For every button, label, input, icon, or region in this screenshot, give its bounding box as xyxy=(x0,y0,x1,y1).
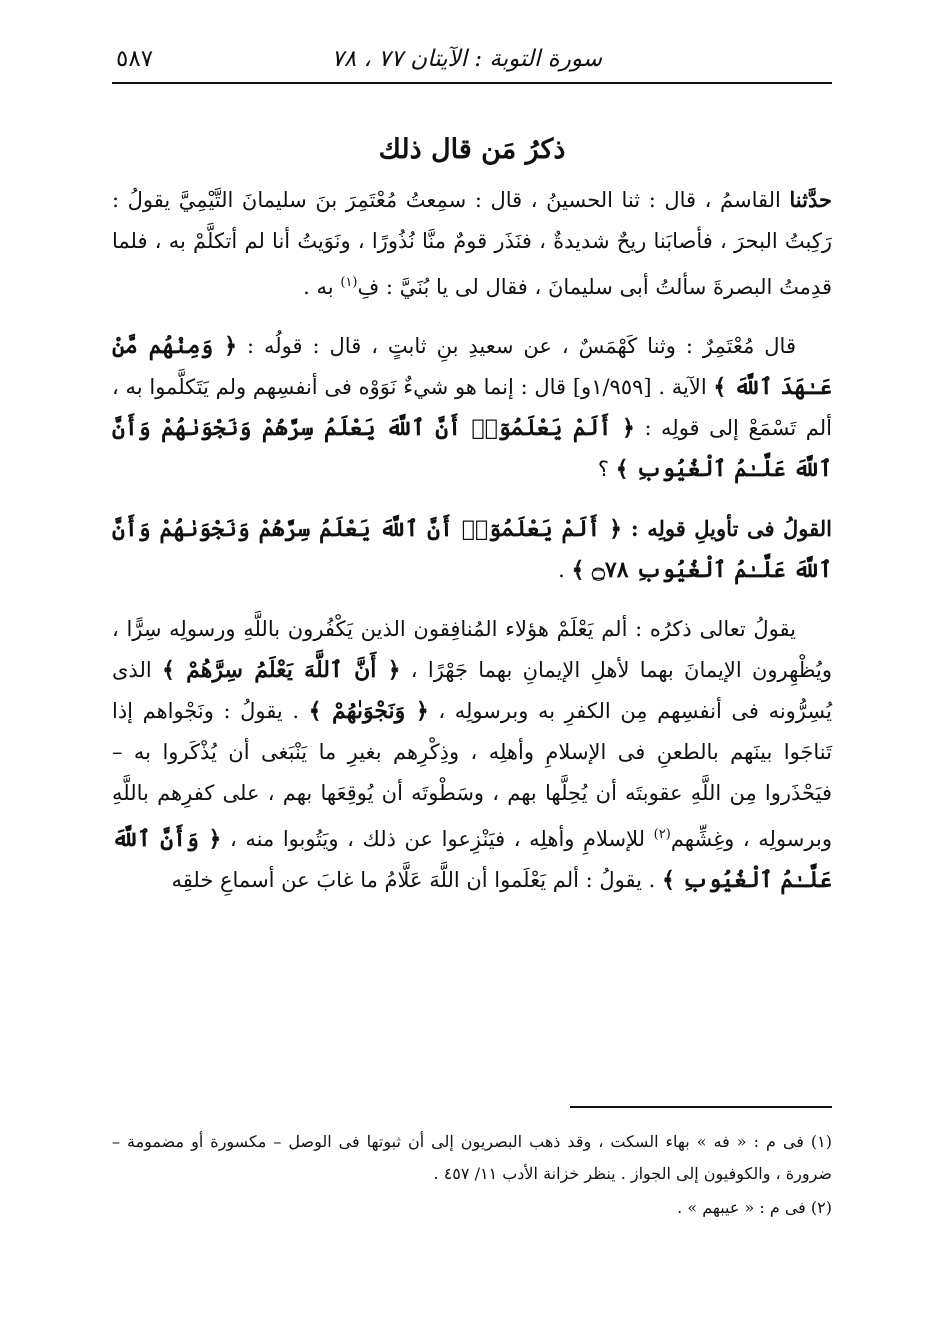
tawil-heading: القولُ فى تأويلِ قولِه : xyxy=(630,516,832,541)
paragraph-3 xyxy=(112,508,832,591)
footnote-marker-1: (١) xyxy=(340,275,358,290)
footnote-1: (١) فى م : « فه » بهاء السكت ، وقد ذهب البصريون إلى أن ثبوتها فى الوصل – مكسورة أو مضمومة – ضرورة ، والكوفيون إلى الجواز . ينظر خزانة الأدب ١١/ ٤٥٧ . xyxy=(112,1132,833,1183)
paragraph-text: . يقولُ : ونَجْواهم إذا تَناجَوا بينَهم بالطعنِ فى الإسلامِ وأهلِه ، وذِكْرِهم بغيرِ ما يَنْبَغى أن يُذْكَروا به – فيَحْذَروا مِن اللَّهِ عقوبتَه أن يُحِلَّها بهم ، وسَطْوتَه أن يُوقِعَها بهم ، على كفرِهم باللَّهِ وبرسولِه ، وغِشِّهم xyxy=(112,699,832,851)
page-number: ٥٨٧ xyxy=(116,46,154,72)
paragraph-text: الآية . [١/٩٥٩و] قال : إنما هو شيءٌ نَوَوْه فى أنفسِهم ولم يَتَكلَّموا به ، ألم تَسْمَعْ إلى قولِه : xyxy=(112,375,832,440)
footnotes xyxy=(112,1126,832,1226)
paragraph-text: للإسلامِ وأهلِه ، فيَنْزِعوا عن ذلك ، ويَتُوبوا منه ، xyxy=(221,827,654,851)
paragraph-text: . xyxy=(558,558,572,582)
paragraph-text: يقولُ تعالى ذكرُه : ألم يَعْلَمْ هؤلاء المُنافِقون الذين يَكْفُرون باللَّهِ ورسولِه سِرًّا ، ويُظْهِرون الإيمانَ بهما لأهلِ الإيمانِ بهما جَهْرًا ، xyxy=(112,617,832,682)
paragraph-text: الذى يُسِرُّونه فى أنفسِهم مِن الكفرِ به وبرسولِه ، xyxy=(112,658,832,723)
footnote-marker-2: (٢) xyxy=(653,827,671,842)
page-header xyxy=(112,40,832,84)
paragraph-text: ؟ xyxy=(597,457,616,481)
quran-verse: ﴿ وَنَجْوَىٰهُمْ ﴾ xyxy=(308,698,429,724)
quran-verse: ﴿ أَنَّ ٱللَّهَ يَعْلَمُ سِرَّهُمْ ﴾ xyxy=(161,657,401,683)
paragraph-text: قال مُعْتَمِرٌ : وثنا كَهْمَسٌ ، عن سعيدِ بنِ ثابتٍ ، قال : قولُه : xyxy=(237,334,796,358)
quran-verse: ﴿ أَلَمْ يَعْلَمُوٓا۟ أَنَّ ٱللَّهَ يَعْلَمُ سِرَّهُمْ وَنَجْوَىٰهُمْ وَأَنَّ ٱللَّهَ عَلَّـٰمُ ٱلْغُيُوبِ ۝٧٨ ﴾ xyxy=(112,516,832,583)
paragraph-text: . يقولُ : ألم يَعْلَموا أن اللَّهَ عَلَّامُ ما غابَ عن أسماعِ خلقِه xyxy=(171,868,662,892)
paragraph-lead: حدَّثنا xyxy=(789,187,832,212)
footnote-2: (٢) فى م : « عيبهم » . xyxy=(677,1198,832,1217)
section-heading: ذكرُ مَن قال ذلك xyxy=(378,134,566,165)
quran-verse: ﴿ وَأَنَّ ٱللَّهَ عَلَّـٰمُ ٱلْغُيُوبِ ﴾ xyxy=(112,826,832,893)
quran-verse: ﴿ أَلَمْ يَعْلَمُوٓا۟ أَنَّ ٱللَّهَ يَعْلَمُ سِرَّهُمْ وَنَجْوَىٰهُمْ وَأَنَّ ٱللَّهَ عَلَّـٰمُ ٱلْغُيُوبِ ﴾ xyxy=(112,415,832,482)
paragraph-1 xyxy=(112,179,832,308)
paragraph-2 xyxy=(112,326,832,490)
document-page xyxy=(112,40,832,1290)
running-title: سورة التوبة : الآيتان ٧٧ ، ٧٨ xyxy=(331,46,602,72)
paragraph-text: القاسمُ ، قال : ثنا الحسينُ ، قال : سمِعتُ مُعْتَمِرَ بنَ سليمانَ التَّيْمِيَّ يقولُ : رَكِبتُ البحرَ ، فأصابَنا ريحٌ شديدةٌ ، فنَذَر قومٌ منَّا نُذُورًا ، ونَوَيتُ أنا لم أتكلَّمْ به ، فلما قدِمتُ البصرةَ سألتُ أبى سليمانَ ، فقال لى يا بُنَيَّ : فِ xyxy=(112,188,832,299)
paragraph-text: به . xyxy=(303,275,341,299)
paragraph-4 xyxy=(112,609,832,901)
footnote-divider xyxy=(570,1106,832,1108)
quran-verse: ﴿ وَمِنْهُم مَّنْ عَـٰهَدَ ٱللَّهَ ﴾ xyxy=(112,333,832,400)
